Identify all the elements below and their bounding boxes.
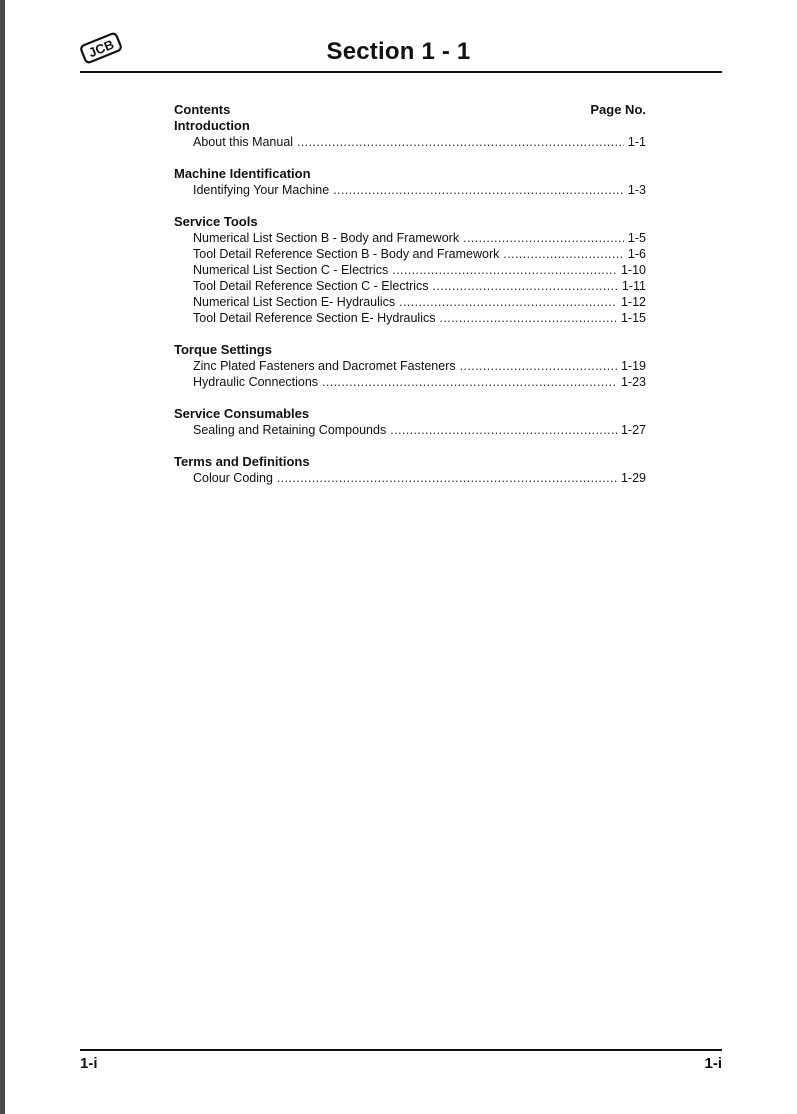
toc-entry-page: 1-15 [620, 311, 646, 325]
toc-entry-page: 1-1 [627, 135, 646, 149]
toc-entry-page: 1-23 [620, 375, 646, 389]
toc-leader-dots [463, 230, 624, 246]
footer-page-number-left: 1-i [80, 1055, 98, 1072]
toc-entry[interactable] [174, 230, 646, 246]
toc-leader-dots [503, 246, 624, 262]
toc-entry-page: 1-27 [620, 423, 646, 437]
toc-entry-label: Tool Detail Reference Section C - Electrics [193, 279, 429, 293]
toc-entry[interactable] [174, 134, 646, 150]
toc-leader-dots [392, 262, 617, 278]
toc-section-title: Terms and Definitions [174, 454, 310, 469]
viewer-left-edge [0, 0, 5, 1114]
toc-entry[interactable] [174, 262, 646, 278]
toc-entry-label: Identifying Your Machine [193, 183, 330, 197]
toc-entry-label: Numerical List Section B - Body and Framework [193, 231, 460, 245]
toc-leader-dots [439, 310, 617, 326]
toc-entry[interactable] [174, 294, 646, 310]
toc-entry[interactable] [174, 374, 646, 390]
toc-entry-page: 1-5 [627, 231, 646, 245]
toc-entry-label: Colour Coding [193, 471, 273, 485]
toc-entry-label: Sealing and Retaining Compounds [193, 423, 387, 437]
footer-rule [80, 1049, 722, 1051]
toc-entry-page: 1-19 [620, 359, 646, 373]
toc-leader-dots [433, 278, 618, 294]
toc-section-title: Service Tools [174, 214, 258, 229]
toc-sections [174, 118, 646, 486]
toc-entry-page: 1-11 [621, 279, 646, 293]
toc-leader-dots [399, 294, 617, 310]
toc-section-title: Introduction [174, 118, 250, 133]
toc-leader-dots [333, 182, 624, 198]
toc-entry[interactable] [174, 422, 646, 438]
toc-entry-page: 1-29 [620, 471, 646, 485]
toc-entry-page: 1-3 [627, 183, 646, 197]
header-rule [80, 71, 722, 73]
footer-page-number-right: 1-i [704, 1055, 722, 1072]
toc-section-title: Machine Identification [174, 166, 311, 181]
toc-header [174, 102, 646, 118]
toc-leader-dots [322, 374, 617, 390]
contents-label: Contents [174, 102, 231, 117]
toc-entry-label: About this Manual [193, 135, 294, 149]
toc-entry-page: 1-12 [620, 295, 646, 309]
page-no-label: Page No. [590, 102, 646, 117]
toc-section-title: Service Consumables [174, 406, 310, 421]
toc-leader-dots [460, 358, 617, 374]
toc-section [174, 454, 646, 486]
toc-entry[interactable] [174, 182, 646, 198]
toc-entry-page: 1-10 [620, 263, 646, 277]
logo-text: JCB [86, 36, 117, 61]
toc-entry[interactable] [174, 310, 646, 326]
toc-entry[interactable] [174, 278, 646, 294]
toc-entry-label: Tool Detail Reference Section B - Body and Framework [193, 247, 500, 261]
toc-entry-label: Numerical List Section C - Electrics [193, 263, 389, 277]
toc-entry-page: 1-6 [627, 247, 646, 261]
toc-section [174, 342, 646, 390]
toc-section [174, 166, 646, 198]
toc-entry-label: Numerical List Section E- Hydraulics [193, 295, 396, 309]
toc-section [174, 214, 646, 326]
page-title: Section 1 - 1 [326, 38, 471, 65]
toc-entry-label: Zinc Plated Fasteners and Dacromet Fasteners [193, 359, 456, 373]
toc-leader-dots [390, 422, 617, 438]
toc-section [174, 118, 646, 150]
toc-section [174, 406, 646, 438]
toc-section-title: Torque Settings [174, 342, 272, 357]
toc-entry[interactable] [174, 246, 646, 262]
toc-entry-label: Tool Detail Reference Section E- Hydraulics [193, 311, 436, 325]
toc-entry-label: Hydraulic Connections [193, 375, 319, 389]
toc-entry[interactable] [174, 358, 646, 374]
toc-leader-dots [297, 134, 624, 150]
table-of-contents [174, 102, 646, 502]
toc-leader-dots [277, 470, 617, 486]
toc-entry[interactable] [174, 470, 646, 486]
